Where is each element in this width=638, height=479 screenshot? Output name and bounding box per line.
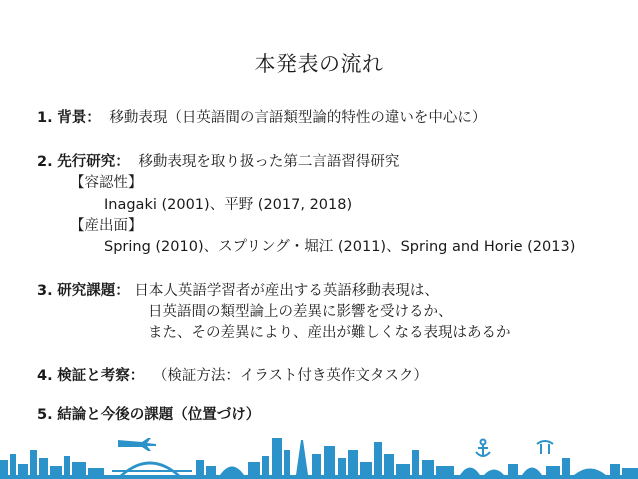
- section-text: 日本人英語学習者が産出する英語移動表現は、: [134, 283, 439, 299]
- section-heading: 先行研究：: [57, 154, 130, 170]
- section-4: [37, 366, 428, 386]
- section-text: （検証方法：イラスト付き英作文タスク）: [152, 368, 428, 384]
- section-2: [37, 152, 399, 172]
- section-3: [37, 281, 439, 301]
- slide-title: 本発表の流れ: [254, 52, 384, 76]
- production-label: 【産出面】: [70, 218, 143, 234]
- section-heading: 背景：: [57, 110, 101, 126]
- research-question-line-3: また、その差異により、産出が難しくなる表現はあるか: [148, 325, 511, 341]
- section-text: 移動表現を取り扱った第二言語習得研究: [138, 154, 400, 170]
- section-number: 5.: [37, 407, 53, 423]
- section-number: 4.: [37, 368, 53, 384]
- section-heading: 研究課題：: [57, 283, 130, 299]
- section-number: 1.: [37, 110, 53, 126]
- section-number: 3.: [37, 283, 53, 299]
- anchor-icon: [476, 440, 490, 457]
- gate-icon: [537, 441, 553, 454]
- research-question-line-2: 日英語間の類型論上の差異に影響を受けるか、: [148, 304, 453, 320]
- section-number: 2.: [37, 154, 53, 170]
- section-heading: 結論と今後の課題（位置づけ）: [57, 407, 261, 423]
- airplane-icon: [118, 438, 156, 451]
- comprehension-refs: Inagaki (2001)、平野 (2017, 2018): [104, 197, 353, 213]
- section-1: [37, 108, 486, 128]
- section-text: 移動表現（日英語間の言語類型論的特性の違いを中心に）: [109, 110, 487, 126]
- city-skyline-graphic: [0, 420, 638, 479]
- section-heading: 検証と考察：: [57, 368, 145, 384]
- production-refs: Spring (2010)、スプリング・堀江 (2011)、Spring and Horie (2013): [104, 239, 576, 255]
- comprehension-label: 【容認性】: [70, 175, 143, 191]
